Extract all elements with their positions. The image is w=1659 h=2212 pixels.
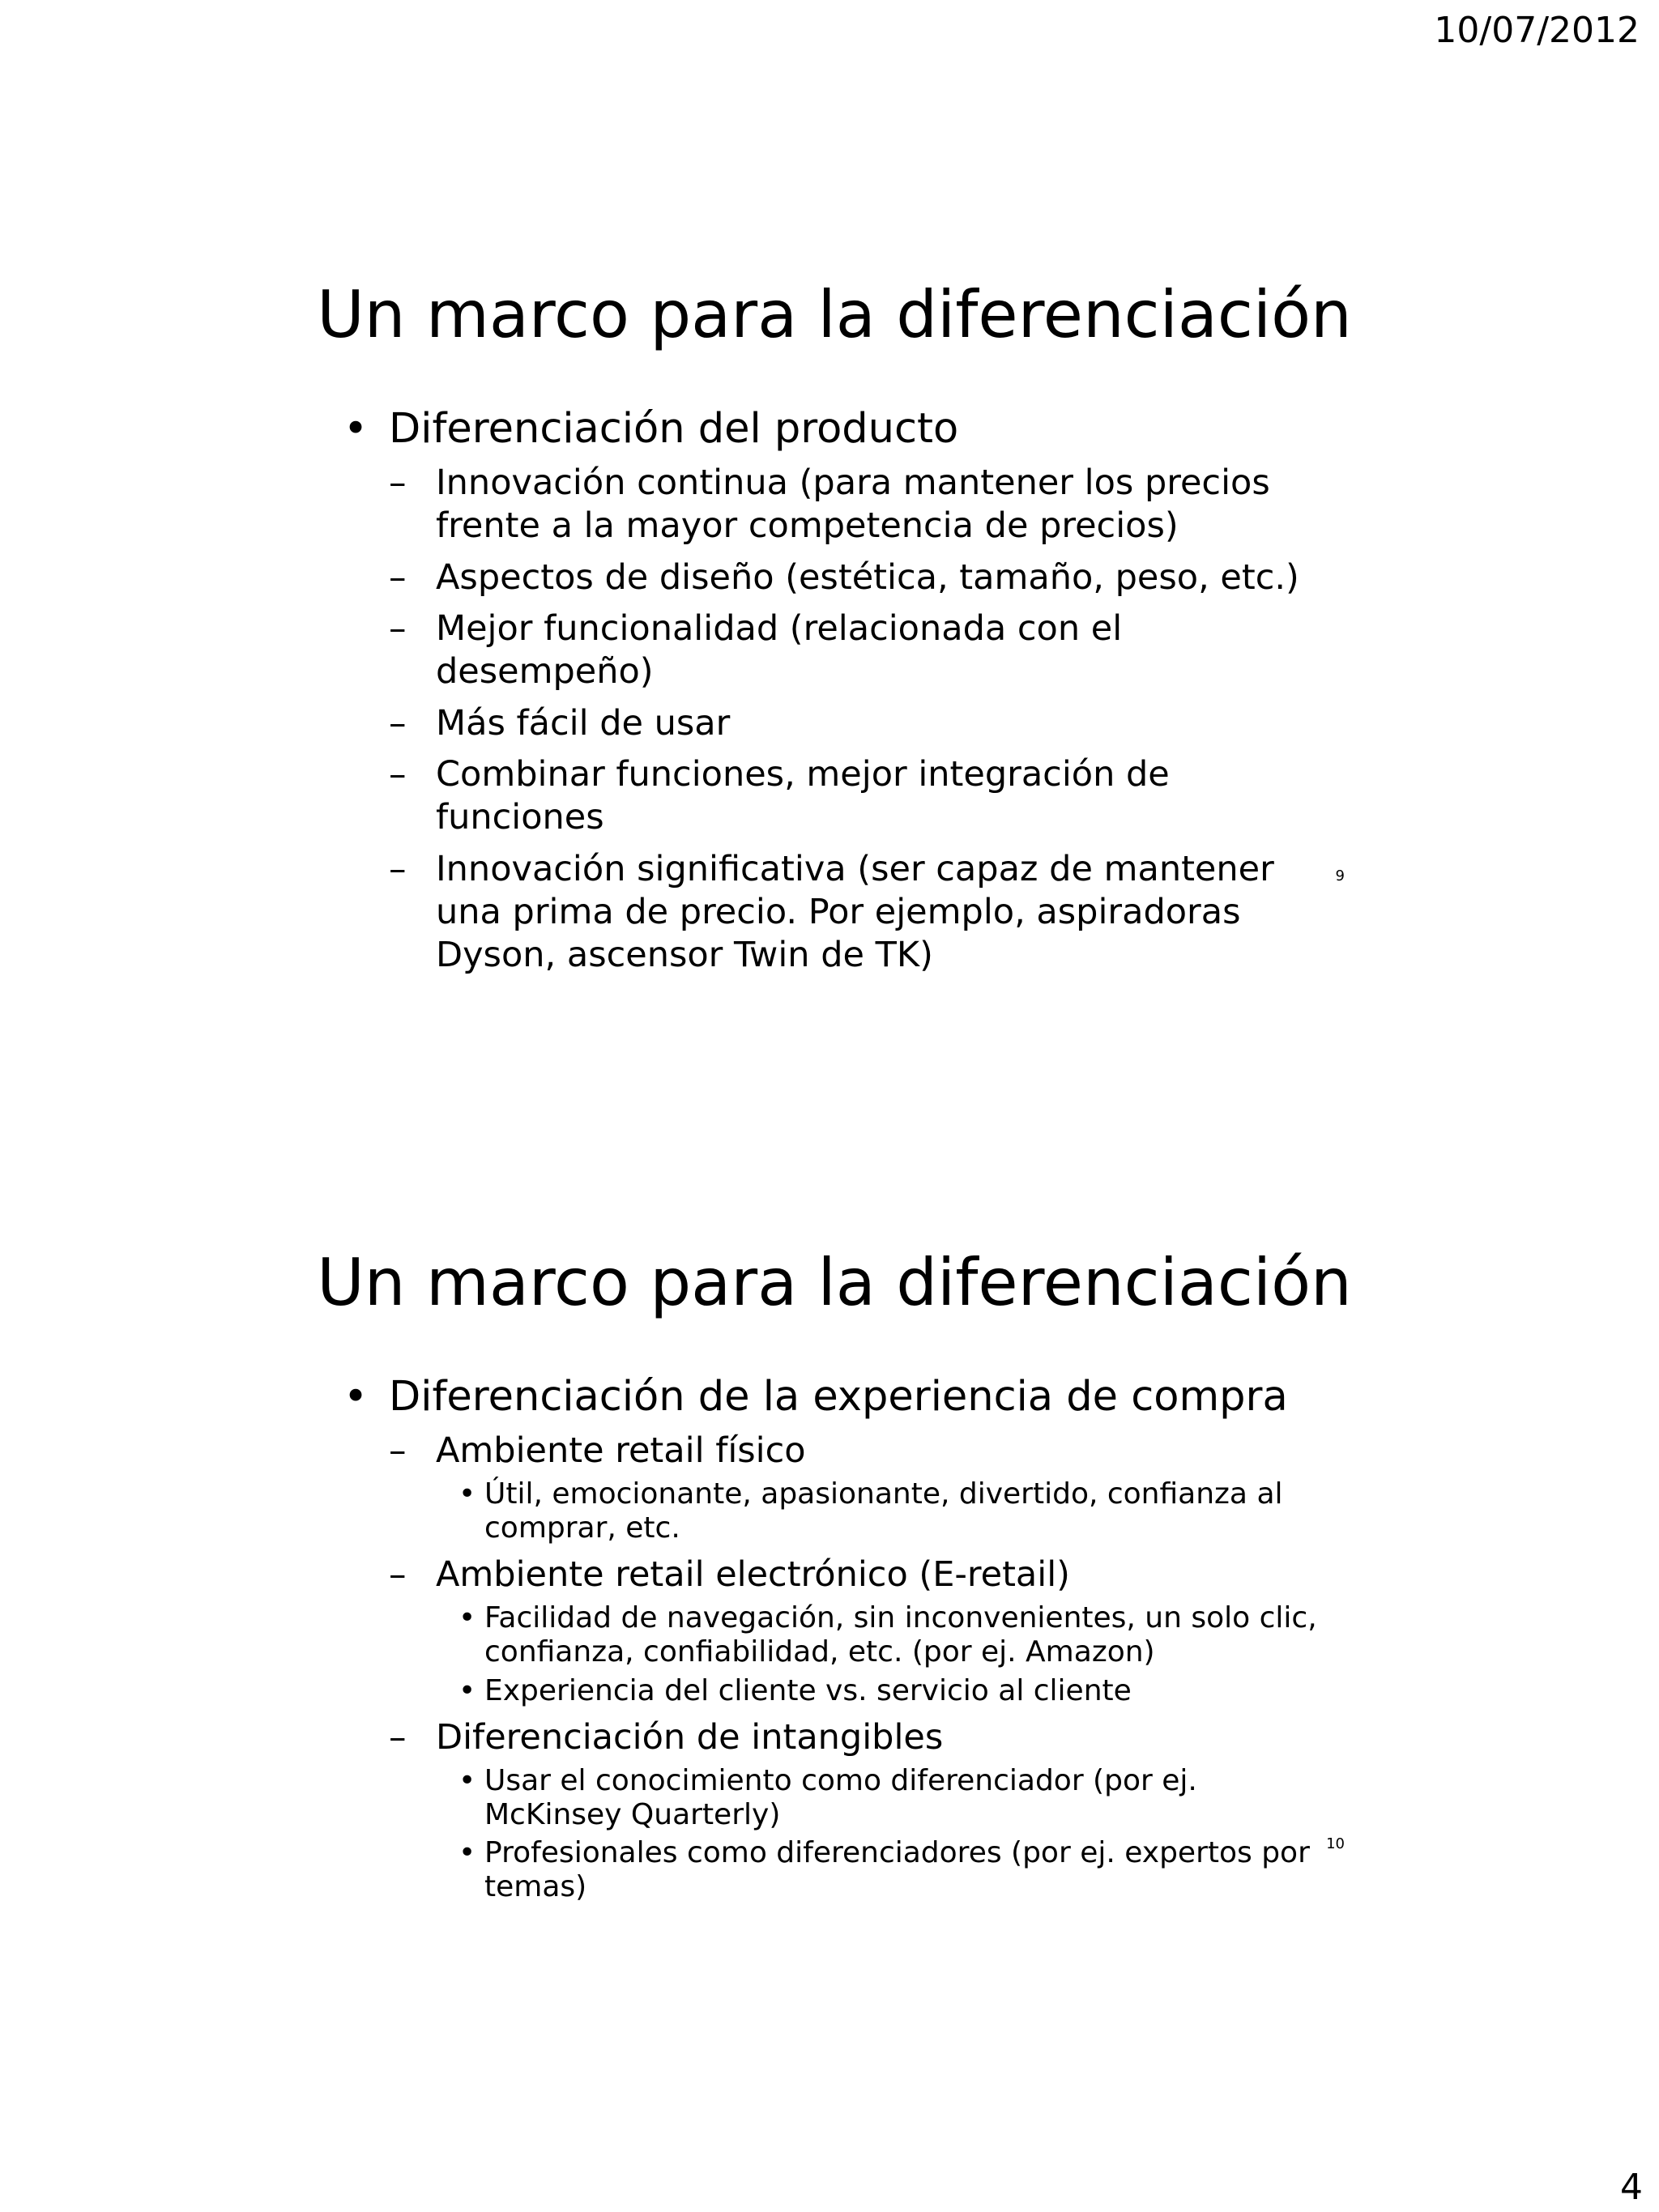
- slide-10: [300, 1178, 1369, 1980]
- page-number: 4: [1620, 2166, 1643, 2208]
- slide-number: 10: [1326, 1835, 1345, 1852]
- sub-bullet-e-retail: – Ambiente retail electrónico (E-retail): [340, 1554, 1328, 1596]
- sub-bullet-intangibles: – Diferenciación de intangibles: [340, 1716, 1328, 1759]
- sub-bullet: – Mejor funcionalidad (relacionada con el desempeño): [340, 607, 1328, 694]
- sub-bullet: – Innovación continua (para mantener los precios frente a la mayor competencia de precios): [340, 462, 1328, 548]
- slide-title: Un marco para la diferenciación: [317, 1245, 1352, 1320]
- slide-content: [340, 1373, 1328, 1904]
- page-date: 10/07/2012: [1434, 10, 1640, 51]
- bullet-product-differentiation: • Diferenciación del producto: [340, 405, 1328, 454]
- slide-title: Un marco para la diferenciación: [317, 277, 1352, 352]
- slide-number: 9: [1335, 867, 1345, 884]
- bullet-shopping-experience: • Diferenciación de la experiencia de compra: [340, 1373, 1328, 1421]
- sub-bullet: – Innovación significativa (ser capaz de mantener una prima de precio. Por ejemplo, aspiradoras Dyson, ascensor Twin de TK): [340, 848, 1328, 978]
- sub-bullet: – Más fácil de usar: [340, 702, 1328, 745]
- sub-bullet-physical-retail: – Ambiente retail físico: [340, 1430, 1328, 1473]
- detail-bullet: • Experiencia del cliente vs. servicio al cliente: [340, 1674, 1328, 1708]
- slide-9: [300, 211, 1369, 1012]
- detail-bullet: • Útil, emocionante, apasionante, divertido, confianza al comprar, etc.: [340, 1477, 1328, 1545]
- slide-content: [340, 405, 1328, 978]
- sub-bullet: – Aspectos de diseño (estética, tamaño, peso, etc.): [340, 556, 1328, 599]
- detail-bullet: • Facilidad de navegación, sin inconvenientes, un solo clic, confianza, confiabilidad, etc. (por ej. Amazon): [340, 1601, 1328, 1669]
- detail-bullet: • Usar el conocimiento como diferenciador (por ej. McKinsey Quarterly): [340, 1764, 1328, 1832]
- detail-bullet: • Profesionales como diferenciadores (por ej. expertos por temas): [340, 1836, 1328, 1904]
- sub-bullet: – Combinar funciones, mejor integración de funciones: [340, 753, 1328, 840]
